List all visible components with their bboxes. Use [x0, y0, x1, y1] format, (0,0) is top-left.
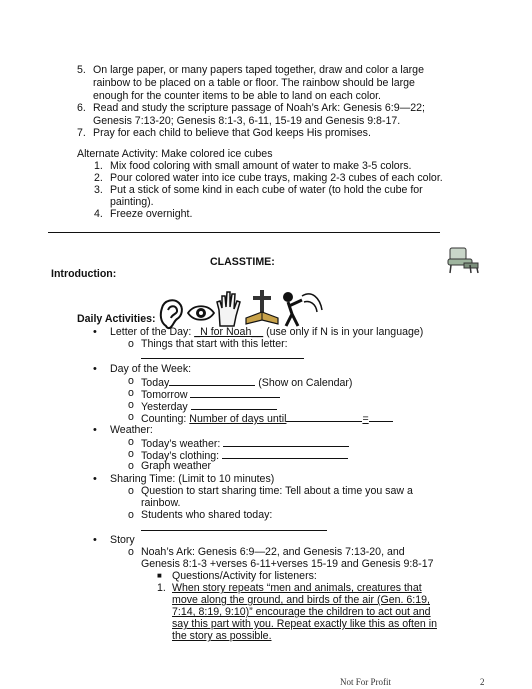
footer-not-for-profit: Not For Profit — [340, 677, 392, 687]
todays-clothing-blank — [222, 448, 348, 459]
item-6-line2: Genesis 7:13-20; Genesis 8:1-3, 6-11, 15-19 and Genesis 9:8-17. — [93, 115, 401, 127]
sub-bullet-o: o — [128, 448, 134, 460]
story-label: Story — [110, 534, 135, 546]
sub-bullet-o: o — [128, 546, 134, 558]
weather-label: Weather: — [110, 424, 153, 436]
sub-bullet-o: o — [128, 411, 134, 423]
classtime-heading: CLASSTIME: — [210, 256, 275, 268]
yesterday-blank — [191, 399, 277, 410]
item-5-line2: rainbow to be placed on a table or floor. The rainbow should be large — [93, 77, 415, 89]
classroom-chair-icon — [444, 245, 482, 275]
story-reference-line1: Noah’s Ark: Genesis 6:9—22, and Genesis 7:13-20, and — [141, 546, 405, 558]
letter-suffix: (use only if N is in your language) — [263, 326, 424, 338]
counting-equals: = — [362, 413, 369, 425]
today-label: Today — [141, 377, 170, 389]
letter-things-blank — [141, 358, 304, 359]
letter-prefix: Letter of the Day: — [110, 326, 195, 338]
sharing-question-line1: Question to start sharing time: Tell about a time you saw a — [141, 485, 413, 497]
story-questions-label: Questions/Activity for listeners: — [172, 570, 317, 582]
sub-bullet-o: o — [128, 375, 134, 387]
graph-weather-label: Graph weather — [141, 460, 212, 472]
alt-item-3-number: 3. — [94, 184, 103, 196]
sub-bullet-o: o — [128, 460, 134, 472]
sub-bullet-o: o — [128, 509, 134, 521]
bullet-sharing: • — [93, 473, 97, 485]
tomorrow-label: Tomorrow — [141, 389, 188, 401]
students-shared-blank — [141, 530, 327, 531]
alt-item-3-line1: Put a stick of some kind in each cube of water (to hold the cube for — [110, 184, 423, 196]
bullet-weather: • — [93, 424, 97, 436]
alt-item-1-number: 1. — [94, 160, 103, 172]
sub-bullet-o: o — [128, 436, 134, 448]
alt-item-2-text: Pour colored water into ice cube trays, making 2-3 cubes of each color. — [110, 172, 443, 184]
cross-bible-icon — [244, 288, 280, 328]
bullet-day: • — [93, 363, 97, 375]
todays-weather-blank — [223, 436, 349, 447]
speaking-person-icon — [280, 288, 324, 328]
item-6-number: 6. — [77, 102, 86, 114]
daily-activities-heading: Daily Activities: — [77, 313, 156, 325]
introduction-heading: Introduction: — [51, 268, 117, 280]
todays-clothing-label: Today’s clothing: — [141, 450, 220, 462]
story-reference-line2: Genesis 8:1-3 +verses 6-11+verses 15-19 and Genesis 9:8-17 — [141, 558, 434, 570]
yesterday-label: Yesterday — [141, 401, 188, 413]
item-6-line1: Read and study the scripture passage of Noah’s Ark: Genesis 6:9—22; — [93, 102, 425, 114]
square-bullet: ■ — [157, 571, 162, 580]
hand-icon — [214, 288, 242, 328]
counting-value: Number of days until — [189, 413, 287, 425]
activity-line4: say this part with you. Repeat exactly like this as often in — [172, 618, 437, 630]
sub-bullet-o: o — [128, 485, 134, 497]
ear-icon — [158, 296, 186, 330]
alternate-activity-title: Alternate Activity: Make colored ice cubes — [77, 148, 273, 160]
alt-item-2-number: 2. — [94, 172, 103, 184]
activity-line5: the story as possible. — [172, 630, 272, 642]
todays-weather-label: Today’s weather: — [141, 438, 221, 450]
eye-icon — [186, 302, 216, 324]
item-5-line3: enough for the counter items to be able to land on each color. — [93, 90, 381, 102]
alt-item-3-line2: painting). — [110, 196, 154, 208]
item-7-number: 7. — [77, 127, 86, 139]
activity-line3: 7:14, 8:19, 9:10)” encourage the children to act out and — [172, 606, 431, 618]
activity-number: 1. — [157, 582, 166, 594]
counting-prefix: Counting: — [141, 413, 190, 425]
day-of-week-label: Day of the Week: — [110, 363, 192, 375]
section-divider — [48, 232, 440, 233]
counting-result-blank — [369, 411, 393, 422]
tomorrow-blank — [190, 387, 280, 398]
item-5-line1: On large paper, or many papers taped together, draw and color a large — [93, 64, 424, 76]
today-blank — [169, 375, 255, 386]
sub-bullet-o: o — [128, 387, 134, 399]
item-5-number: 5. — [77, 64, 86, 76]
bullet-story: • — [93, 534, 97, 546]
today-note: (Show on Calendar) — [255, 377, 353, 389]
sharing-question-line2: rainbow. — [141, 497, 181, 509]
footer-page-number: 2 — [480, 677, 485, 687]
item-7-line1: Pray for each child to believe that God keeps His promises. — [93, 127, 371, 139]
letter-things-label: Things that start with this letter: — [141, 338, 288, 350]
alt-item-4-number: 4. — [94, 208, 103, 220]
bullet-letter: • — [93, 326, 97, 338]
activity-line1: When story repeats “men and animals, creatures that — [172, 582, 422, 594]
alt-item-1-text: Mix food coloring with small amount of water to make 3-5 colors. — [110, 160, 412, 172]
letter-value: _N for Noah__ — [194, 326, 264, 338]
students-shared-label: Students who shared today: — [141, 509, 273, 521]
counting-blank — [286, 411, 362, 422]
activity-line2: move along the ground, and birds of the air (Gen. 6:19, — [172, 594, 430, 606]
sharing-time-label: Sharing Time: (Limit to 10 minutes) — [110, 473, 275, 485]
alt-item-4-text: Freeze overnight. — [110, 208, 193, 220]
sub-bullet-o: o — [128, 338, 134, 350]
sub-bullet-o: o — [128, 399, 134, 411]
counting-row — [141, 411, 393, 426]
